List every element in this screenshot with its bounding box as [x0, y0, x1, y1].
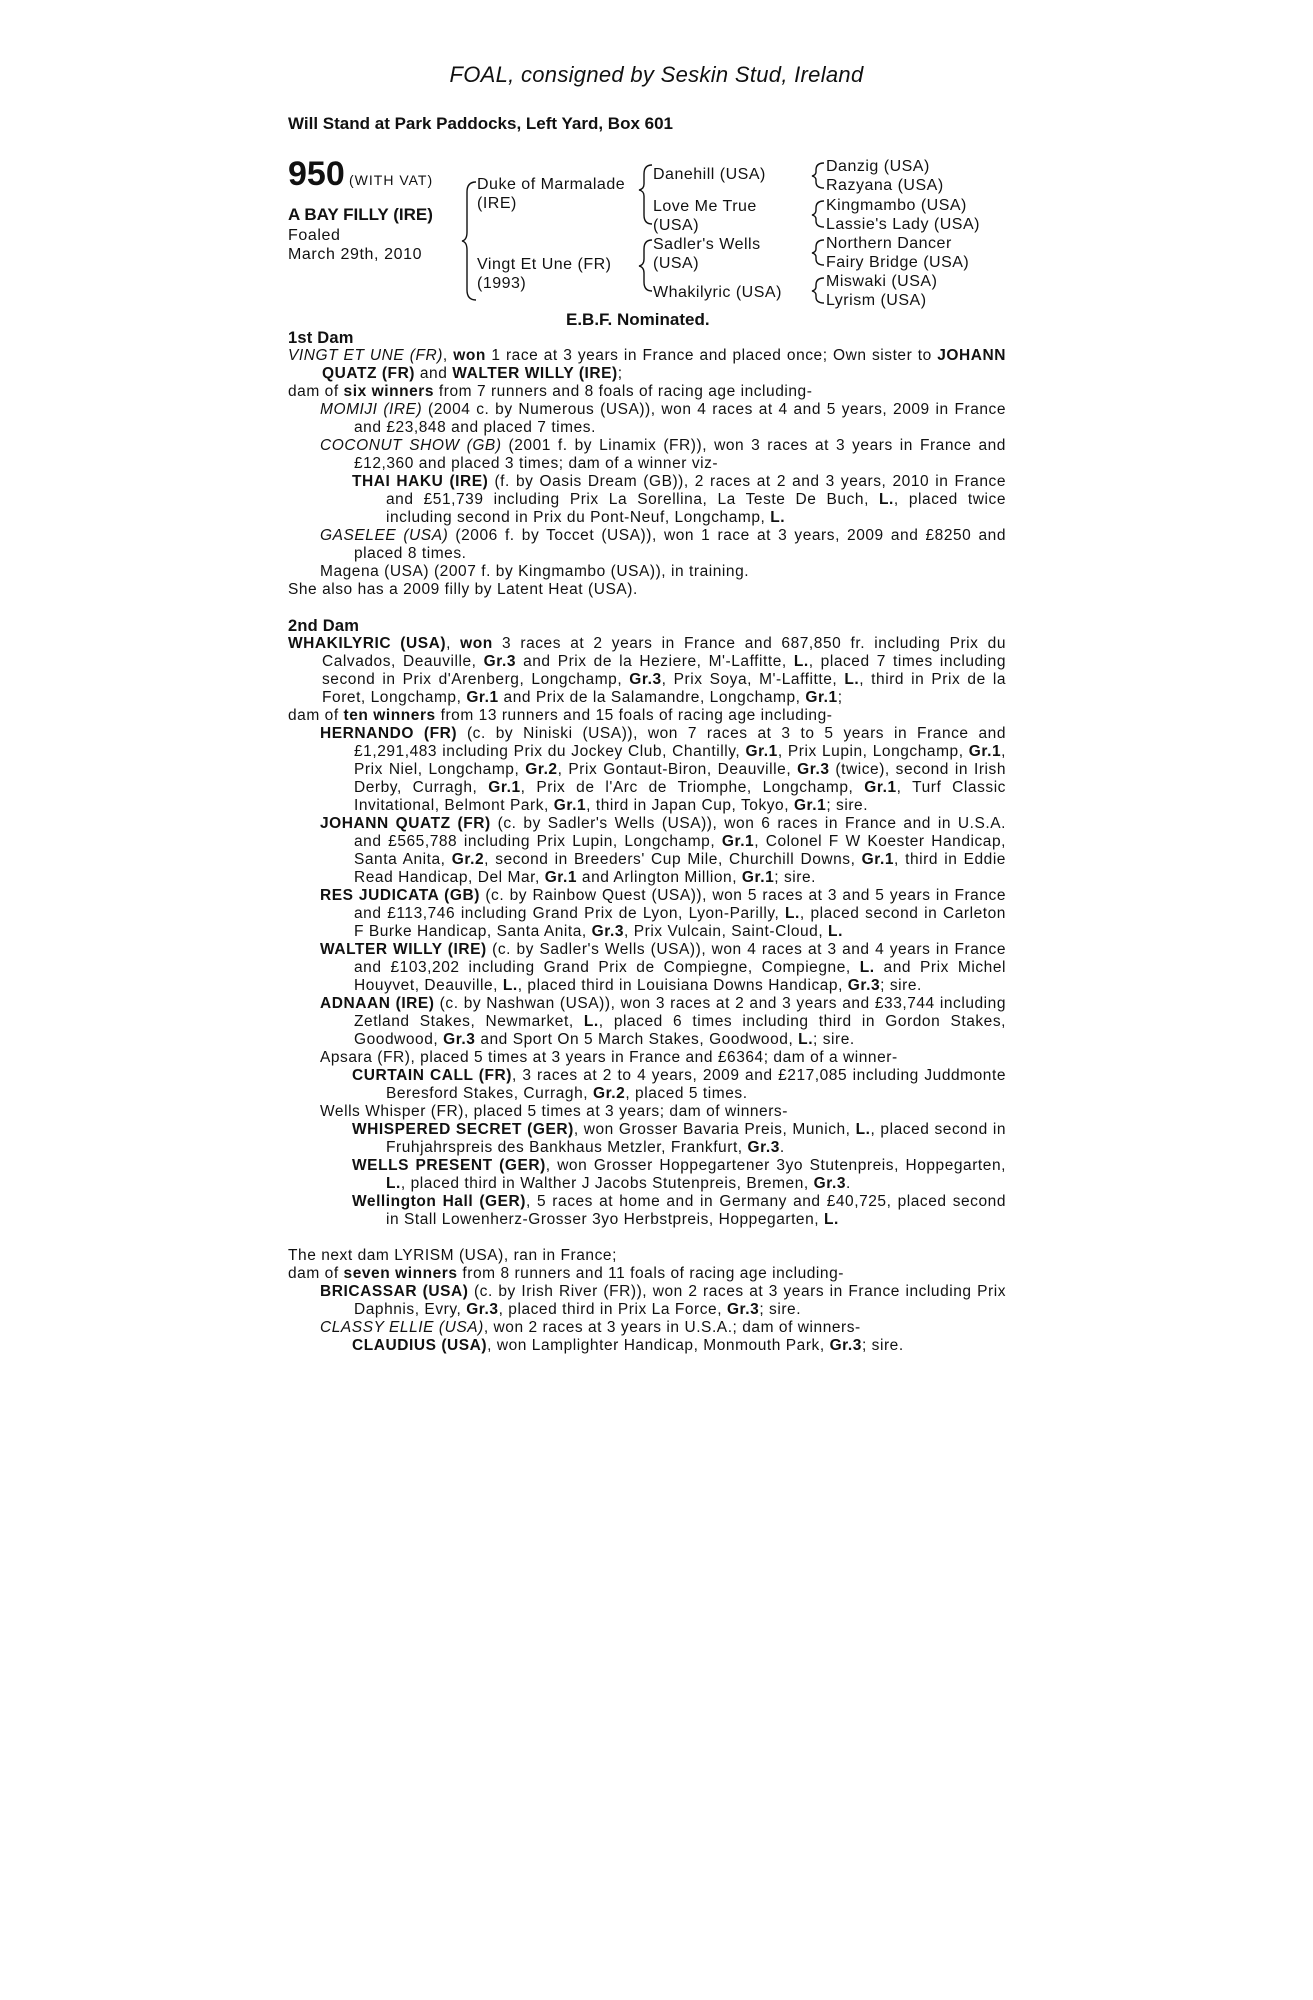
produce-apsara: Apsara (FR), placed 5 times at 3 years in France and £6364; dam of a winner- [320, 1049, 898, 1066]
gg-3: Kingmambo (USA) [826, 197, 967, 214]
second-dam-produce-summary: dam of ten winners from 13 runners and 15 foals of racing age including- [288, 707, 833, 724]
gg-2: Razyana (USA) [826, 177, 944, 194]
second-dam-record: WHAKILYRIC (USA), won 3 races at 2 years in France and 687,850 fr. including Prix du Calvados, Deauville, Gr.3 and Prix de la Heziere, M'-Laffitte, L., placed 7 times including second in Prix d'Arenberg, Longchamp, Gr.3, Prix Soya, M'-Laffitte, L., third in Prix de la Foret, Longchamp, Gr.1 and Prix de la Salamandre, Longchamp, Gr.1; [288, 635, 1007, 706]
produce-claudius: CLAUDIUS (USA), won Lamplighter Handicap, Monmouth Park, Gr.3; sire. [352, 1337, 904, 1354]
first-dam-heading: 1st Dam [288, 329, 354, 347]
produce-wellington-hall: Wellington Hall (GER), 5 races at home and in Germany and £40,725, placed second in Stall Lowenherz-Grosser 3yo Herbstpreis, Hoppegarten, L. [352, 1193, 1006, 1228]
lot-number: 950 [288, 155, 345, 193]
produce-adnaan: ADNAAN (IRE) (c. by Nashwan (USA)), won 3 races at 2 and 3 years and £33,744 including Zetland Stakes, Newmarket, L., placed 6 times including third in Gordon Stakes, Goodwood, Gr.3 and Sport On 5 March Stakes, Goodwood, L.; sire. [320, 995, 1007, 1048]
produce-johann-quatz: JOHANN QUATZ (FR) (c. by Sadler's Wells (USA)), won 6 races in France and in U.S.A. and £565,788 including Prix Lupin, Longchamp, Gr.1, Colonel F W Koester Handicap, Santa Anita, Gr.2, second in Breeders' Cup Mile, Churchill Downs, Gr.1, third in Eddie Read Handicap, Del Mar, Gr.1 and Arlington Million, Gr.1; sire. [320, 815, 1006, 886]
produce-gaselee: GASELEE (USA) (2006 f. by Toccet (USA)), won 1 race at 3 years, 2009 and £8250 and placed 8 times. [320, 527, 1006, 562]
gg-8: Lyrism (USA) [826, 292, 927, 309]
produce-wells-whisper: Wells Whisper (FR), placed 5 times at 3 years; dam of winners- [320, 1103, 788, 1120]
dam: Vingt Et Une (FR) (1993) [477, 256, 612, 292]
vat-note: (WITH VAT) [349, 172, 434, 188]
foaled-label: Foaled [288, 227, 341, 244]
produce-whispered-secret: WHISPERED SECRET (GER), won Grosser Bavaria Preis, Munich, L., placed second in Fruhjahrspreis des Bankhaus Metzler, Frankfurt, Gr.3. [352, 1121, 1006, 1156]
gg-7: Miswaki (USA) [826, 273, 938, 290]
horse-title: A BAY FILLY (IRE) [288, 205, 433, 224]
first-dam-record: VINGT ET UNE (FR), won 1 race at 3 years in France and placed once; Own sister to JOHANN QUATZ (FR) and WALTER WILLY (IRE); [288, 347, 1006, 382]
sire: Duke of Marmalade (IRE) [477, 176, 626, 212]
second-dam-heading: 2nd Dam [288, 617, 360, 635]
gg-1: Danzig (USA) [826, 158, 930, 175]
third-dam-record: The next dam LYRISM (USA), ran in France; [288, 1247, 617, 1264]
gg-5: Northern Dancer [826, 235, 952, 252]
dam-sire: Sadler's Wells (USA) [653, 236, 761, 272]
third-dam-produce-summary: dam of seven winners from 8 runners and 11 foals of racing age including- [288, 1265, 844, 1282]
foaled-date: March 29th, 2010 [288, 246, 423, 263]
gg-6: Fairy Bridge (USA) [826, 254, 970, 271]
family-text [288, 329, 1006, 1355]
stand-location: Will Stand at Park Paddocks, Left Yard, Box 601 [288, 114, 673, 133]
produce-walter-willy: WALTER WILLY (IRE) (c. by Sadler's Wells (USA)), won 4 races at 3 and 4 years in France and £103,202 including Grand Prix de Compiegne, Compiegne, L. and Prix Michel Houyvet, Deauville, L., placed third in Louisiana Downs Handicap, Gr.3; sire. [320, 941, 1007, 994]
dam-dam: Whakilyric (USA) [653, 284, 782, 301]
ebf-nominated: E.B.F. Nominated. [566, 310, 710, 329]
consignor-line: FOAL, consigned by Seskin Stud, Ireland [449, 62, 864, 87]
produce-thai-haku: THAI HAKU (IRE) (f. by Oasis Dream (GB)), 2 races at 2 and 3 years, 2010 in France and £51,739 including Prix La Sorellina, La Teste De Buch, L., placed twice including second in Prix du Pont-Neuf, Longchamp, L. [352, 473, 1006, 526]
produce-classy-ellie: CLASSY ELLIE (USA), won 2 races at 3 years in U.S.A.; dam of winners- [320, 1319, 861, 1336]
sire-sire: Danehill (USA) [653, 166, 766, 183]
produce-coconut-show: COCONUT SHOW (GB) (2001 f. by Linamix (FR)), won 3 races at 3 years in France and £12,360 and placed 3 times; dam of a winner viz- [320, 437, 1006, 472]
produce-res-judicata: RES JUDICATA (GB) (c. by Rainbow Quest (USA)), won 5 races at 3 and 5 years in France and £113,746 including Grand Prix de Lyon, Lyon-Parilly, L., placed second in Carleton F Burke Handicap, Santa Anita, Gr.3, Prix Vulcain, Saint-Cloud, L. [320, 887, 1006, 940]
produce-magena: Magena (USA) (2007 f. by Kingmambo (USA)), in training. [320, 563, 750, 580]
produce-curtain-call: CURTAIN CALL (FR), 3 races at 2 to 4 years, 2009 and £217,085 including Juddmonte Beresford Stakes, Curragh, Gr.2, placed 5 times. [352, 1067, 1006, 1102]
produce-hernando: HERNANDO (FR) (c. by Niniski (USA)), won 7 races at 3 to 5 years in France and £1,291,483 including Prix du Jockey Club, Chantilly, Gr.1, Prix Lupin, Longchamp, Gr.1, Prix Niel, Longchamp, Gr.2, Prix Gontaut-Biron, Deauville, Gr.3 (twice), second in Irish Derby, Curragh, Gr.1, Prix de l'Arc de Triomphe, Longchamp, Gr.1, Turf Classic Invitational, Belmont Park, Gr.1, third in Japan Cup, Tokyo, Gr.1; sire. [320, 725, 1007, 814]
produce-momiji: MOMIJI (IRE) (2004 c. by Numerous (USA)), won 4 races at 4 and 5 years, 2009 in France and £23,848 and placed 7 times. [320, 401, 1007, 436]
produce-wells-present: WELLS PRESENT (GER), won Grosser Hoppegartener 3yo Stutenpreis, Hoppegarten, L., placed third in Walther J Jacobs Stutenpreis, Bremen, Gr.3. [352, 1157, 1006, 1192]
gg-4: Lassie's Lady (USA) [826, 216, 980, 233]
first-dam-produce-summary: dam of six winners from 7 runners and 8 foals of racing age including- [288, 383, 813, 400]
produce-bricassar: BRICASSAR (USA) (c. by Irish River (FR)), won 2 races at 3 years in France including Prix Daphnis, Evry, Gr.3, placed third in Prix La Force, Gr.3; sire. [320, 1283, 1007, 1318]
sire-dam: Love Me True (USA) [653, 198, 757, 234]
first-dam-note: She also has a 2009 filly by Latent Heat (USA). [288, 581, 638, 598]
